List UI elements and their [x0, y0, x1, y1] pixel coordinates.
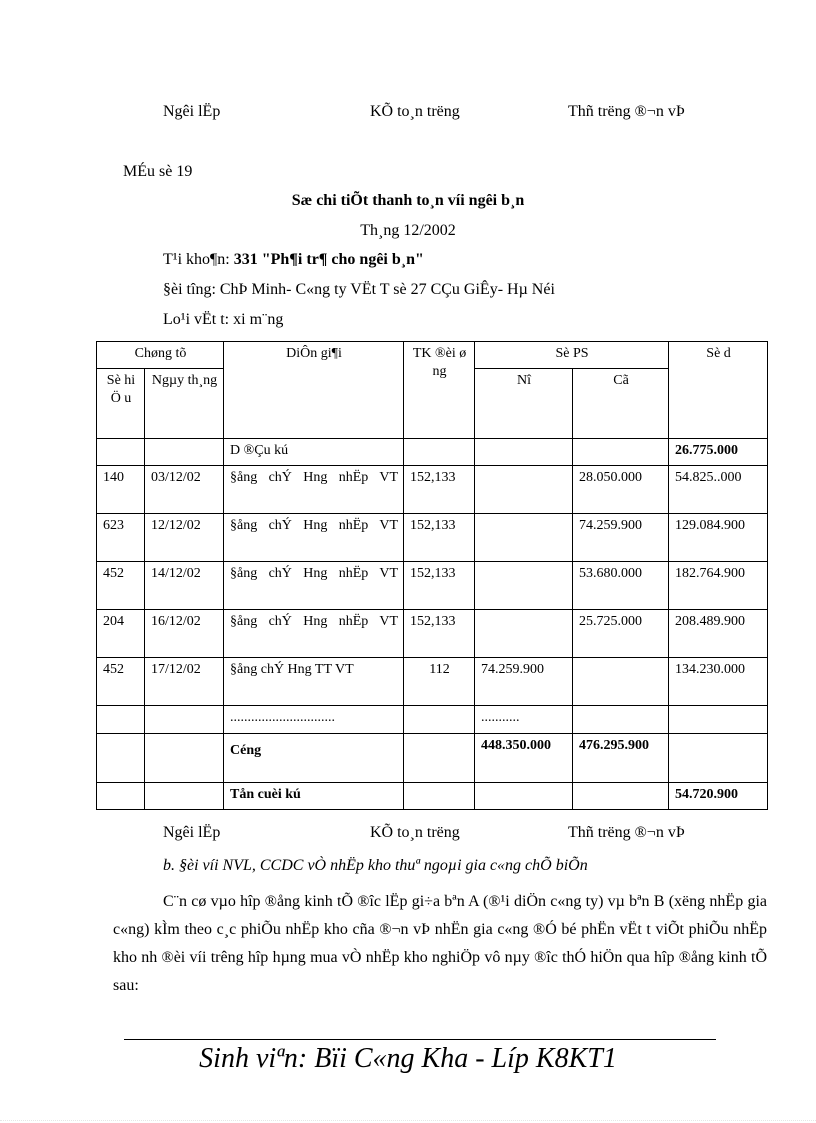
header-voucher: Chøng tõ [97, 342, 224, 369]
top-signature-preparer: Ngêi lËp [163, 103, 221, 120]
opening-balance: 26.775.000 [669, 439, 768, 466]
dots-debit: ........... [475, 706, 573, 734]
dots-description: .............................. [224, 706, 404, 734]
table-row-total [97, 734, 768, 783]
body-paragraph: C¨n cø vµo hîp ®ång kinh tÕ ®îc lËp gi÷a bªn A (®¹i diÖn c«ng ty) vµ bªn B (xëng nhËp gia c«ng) kÌm theo c¸c phiÕu nhËp kho cña ®¬n vÞ nhËn gia c«ng ®Ó bé phËn vËt t viÕt phiÕu nhËp kho nh ®èi víi trêng hîp hµng mua vÒ nhËp kho nghiÖp vô nµy ®îc thÓ hiÖn qua hîp ®ång kinh tÕ sau: [113, 893, 767, 994]
top-signature-chief-accountant: KÕ to¸n trëng [370, 103, 460, 120]
table-row [97, 658, 768, 706]
voucher-date: 17/12/02 [145, 658, 224, 706]
credit-amount: 53.680.000 [573, 562, 669, 610]
ledger-period: Th¸ng 12/2002 [360, 222, 456, 239]
header-contra-account: TK ®èi øng [404, 342, 475, 439]
total-debit: 448.350.000 [475, 734, 573, 783]
credit-amount: 25.725.000 [573, 610, 669, 658]
closing-balance: 54.720.900 [669, 783, 768, 810]
bottom-signature-director: Thñ trëng ®¬n vÞ [568, 824, 685, 841]
balance-amount: 208.489.900 [669, 610, 768, 658]
balance-amount: 182.764.900 [669, 562, 768, 610]
voucher-no: 623 [97, 514, 145, 562]
debit-amount [475, 466, 573, 514]
contra-account: 152,133 [404, 466, 475, 514]
page-edge-dotted-line [0, 1120, 816, 1121]
material-type: Lo¹i vËt t: xi m¨ng [163, 311, 284, 328]
debit-amount [475, 514, 573, 562]
table-row [97, 466, 768, 514]
header-debit: Nî [475, 369, 573, 439]
voucher-no: 140 [97, 466, 145, 514]
credit-amount: 28.050.000 [573, 466, 669, 514]
voucher-no: 452 [97, 562, 145, 610]
table-row [97, 610, 768, 658]
opening-label: D ®Çu kú [224, 439, 404, 466]
header-amount: Sè PS [475, 342, 669, 369]
row-description: §ång chÝ Hng nhËp VT [224, 610, 404, 658]
balance-amount: 134.230.000 [669, 658, 768, 706]
balance-amount: 54.825..000 [669, 466, 768, 514]
voucher-no: 452 [97, 658, 145, 706]
debit-amount [475, 562, 573, 610]
voucher-date: 16/12/02 [145, 610, 224, 658]
contra-account: 112 [404, 658, 475, 706]
row-description: §ång chÝ Hng nhËp VT [224, 466, 404, 514]
contra-account: 152,133 [404, 562, 475, 610]
footer-author: Sinh viªn: Bïi C«ng Kha - Líp K8KT1 [199, 1043, 617, 1074]
form-number: MÉu sè 19 [123, 163, 193, 180]
top-signature-director: Thñ trëng ®¬n vÞ [568, 103, 685, 120]
voucher-date: 03/12/02 [145, 466, 224, 514]
table-row [97, 514, 768, 562]
bottom-signature-chief-accountant: KÕ to¸n trëng [370, 824, 460, 841]
row-description: §ång chÝ Hng nhËp VT [224, 562, 404, 610]
row-description: §ång chÝ Hng nhËp VT [224, 514, 404, 562]
total-credit: 476.295.900 [573, 734, 669, 783]
total-label: Céng [224, 734, 404, 783]
voucher-date: 14/12/02 [145, 562, 224, 610]
credit-amount: 74.259.900 [573, 514, 669, 562]
debit-amount [475, 610, 573, 658]
footer-rule [124, 1039, 716, 1040]
credit-amount [573, 658, 669, 706]
contra-account: 152,133 [404, 514, 475, 562]
header-credit: Cã [573, 369, 669, 439]
account-line [163, 251, 424, 269]
table-row-dots [97, 706, 768, 734]
row-description: §ång chÝ Hng TT VT [224, 658, 404, 706]
table-row-closing [97, 783, 768, 810]
section-heading: b. §èi víi NVL, CCDC vÒ nhËp kho thuª ngoµi gia c«ng chÕ biÕn [163, 857, 588, 874]
contra-account: 152,133 [404, 610, 475, 658]
bottom-signature-preparer: Ngêi lËp [163, 824, 221, 841]
header-description: DiÔn gi¶i [224, 342, 404, 439]
balance-amount: 129.084.900 [669, 514, 768, 562]
voucher-date: 12/12/02 [145, 514, 224, 562]
header-balance: Sè d [669, 342, 768, 439]
closing-label: Tån cuèi kú [224, 783, 404, 810]
header-voucher-no: Sè hiÖ u [97, 369, 145, 439]
voucher-no: 204 [97, 610, 145, 658]
table-row-opening [97, 439, 768, 466]
header-voucher-date: Ngµy th¸ng [145, 369, 224, 439]
table-row [97, 562, 768, 610]
ledger-table [96, 341, 768, 810]
account-label: T¹i kho¶n: [163, 251, 230, 268]
account-value: 331 "Ph¶i tr¶ cho ngêi b¸n" [233, 251, 424, 268]
debit-amount: 74.259.900 [475, 658, 573, 706]
counterparty: §èi tîng: ChÞ Minh- C«ng ty VËt T sè 27 CÇu GiÊy- Hµ Néi [163, 281, 555, 298]
ledger-title: Sæ chi tiÕt thanh to¸n víi ngêi b¸n [291, 192, 525, 209]
